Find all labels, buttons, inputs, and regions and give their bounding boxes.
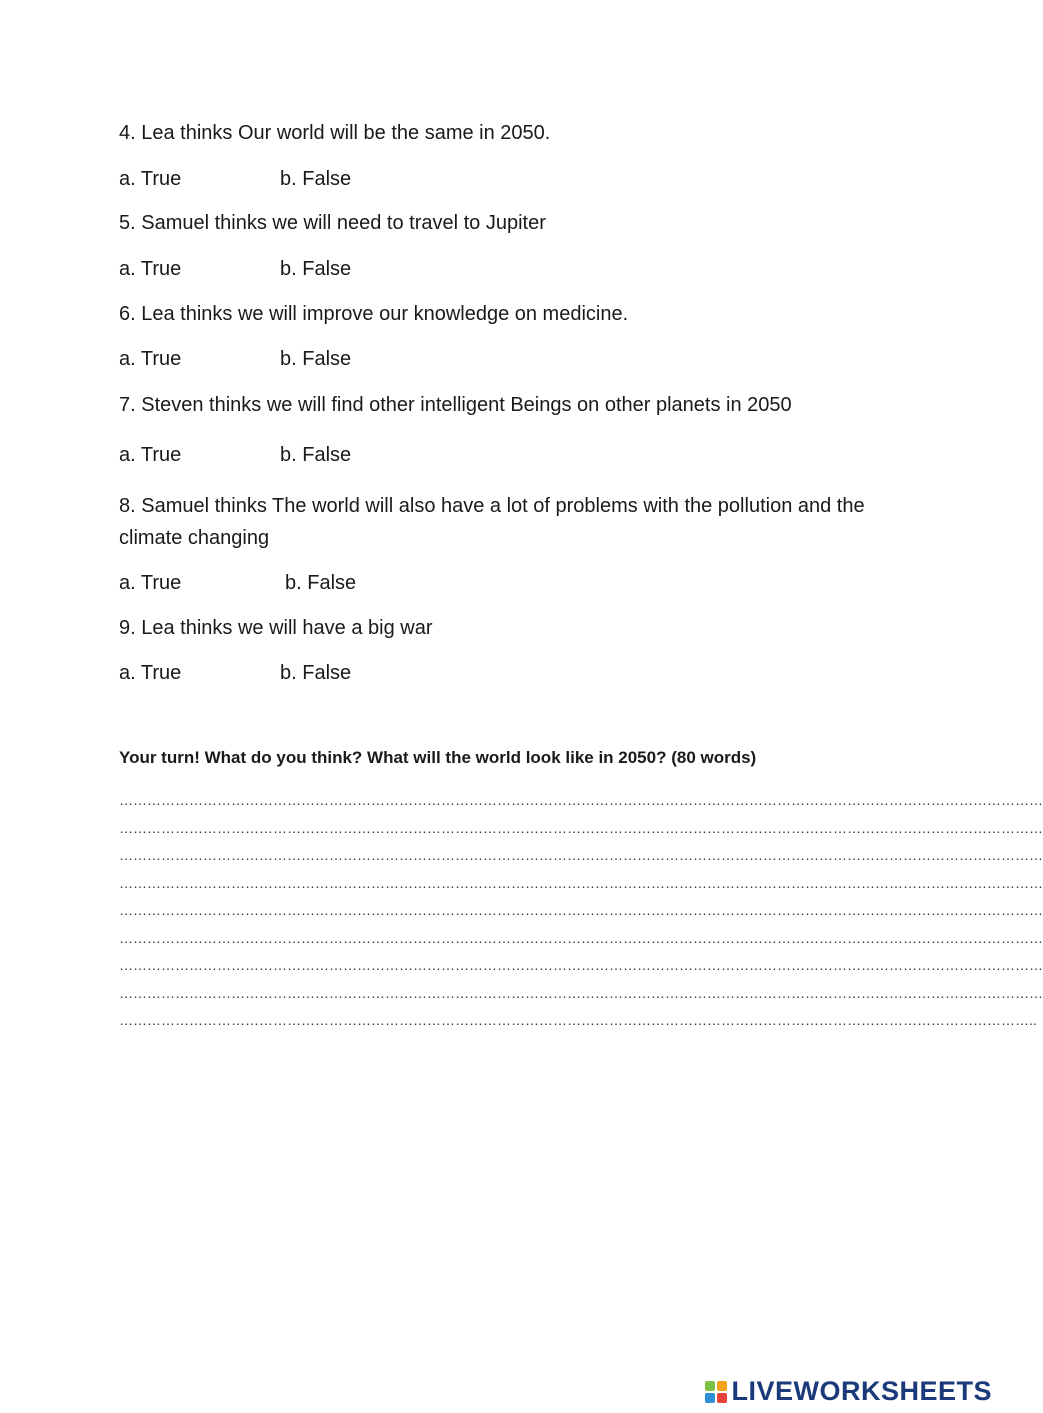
option-b-false[interactable]: b. False [280, 662, 352, 684]
logo-tile-orange [717, 1381, 727, 1391]
option-a-true[interactable]: a. True [119, 444, 182, 466]
logo-tile-red [717, 1393, 727, 1403]
writing-prompt: Your turn! What do you think? What will the world look like in 2050? (80 words) [119, 748, 757, 767]
logo-tile-blue [705, 1393, 715, 1403]
question-9: 9. Lea thinks we will have a big war [119, 617, 433, 639]
option-b-false[interactable]: b. False [280, 444, 352, 466]
writing-line[interactable]: ……………………………………………………………………………………………………………………………………………………………………………… [119, 792, 1043, 808]
logo-text: LIVEWORKSHEETS [731, 1376, 992, 1406]
question-8: 8. Samuel thinks The world will also have a lot of problems with the pollution and the climate changing [119, 495, 865, 549]
option-b-false[interactable]: b. False [285, 572, 357, 594]
logo-tile-green [705, 1381, 715, 1391]
option-a-true[interactable]: a. True [119, 662, 182, 684]
writing-line[interactable]: ……………………………………………………………………………………………………………………………………………………………………………… [119, 875, 1043, 891]
option-a-true[interactable]: a. True [119, 572, 182, 594]
writing-line[interactable]: ……………………………………………………………………………………………………………………………………………………………………………… [119, 957, 1043, 973]
writing-line[interactable]: ……………………………………………………………………………………………………………………………………………………………………………… [119, 902, 1043, 918]
writing-line[interactable]: ……………………………………………………………………………………………………………………………………………………………………………… [119, 985, 1043, 1001]
options-row-8 [119, 567, 357, 599]
options-row-7 [119, 439, 352, 471]
question-5: 5. Samuel thinks we will need to travel to Jupiter [119, 212, 546, 234]
option-b-false[interactable]: b. False [280, 168, 352, 190]
options-row-5 [119, 253, 352, 285]
option-b-false[interactable]: b. False [280, 258, 352, 280]
question-7: 7. Steven thinks we will find other intelligent Beings on other planets in 2050 [119, 394, 792, 416]
question-6: 6. Lea thinks we will improve our knowledge on medicine. [119, 303, 629, 325]
liveworksheets-logo [705, 1376, 992, 1407]
writing-line[interactable]: ……………………………………………………………………………………………………………………………………………………………………………… [119, 847, 1043, 863]
option-a-true[interactable]: a. True [119, 168, 182, 190]
option-a-true[interactable]: a. True [119, 348, 182, 370]
option-b-false[interactable]: b. False [280, 348, 352, 370]
writing-line[interactable]: ……………………………………………………………………………………………………………………………………………………………………………… [119, 820, 1043, 836]
logo-mark-icon [705, 1381, 727, 1403]
options-row-9 [119, 657, 352, 689]
question-4: 4. Lea thinks Our world will be the same in 2050. [119, 122, 551, 144]
writing-line[interactable]: …………………………………………………………………………………………………………………………………………………………………………….. [119, 1012, 1037, 1028]
writing-line[interactable]: ……………………………………………………………………………………………………………………………………………………………………………… [119, 930, 1043, 946]
options-row-4 [119, 163, 352, 195]
option-a-true[interactable]: a. True [119, 258, 182, 280]
options-row-6 [119, 343, 352, 375]
